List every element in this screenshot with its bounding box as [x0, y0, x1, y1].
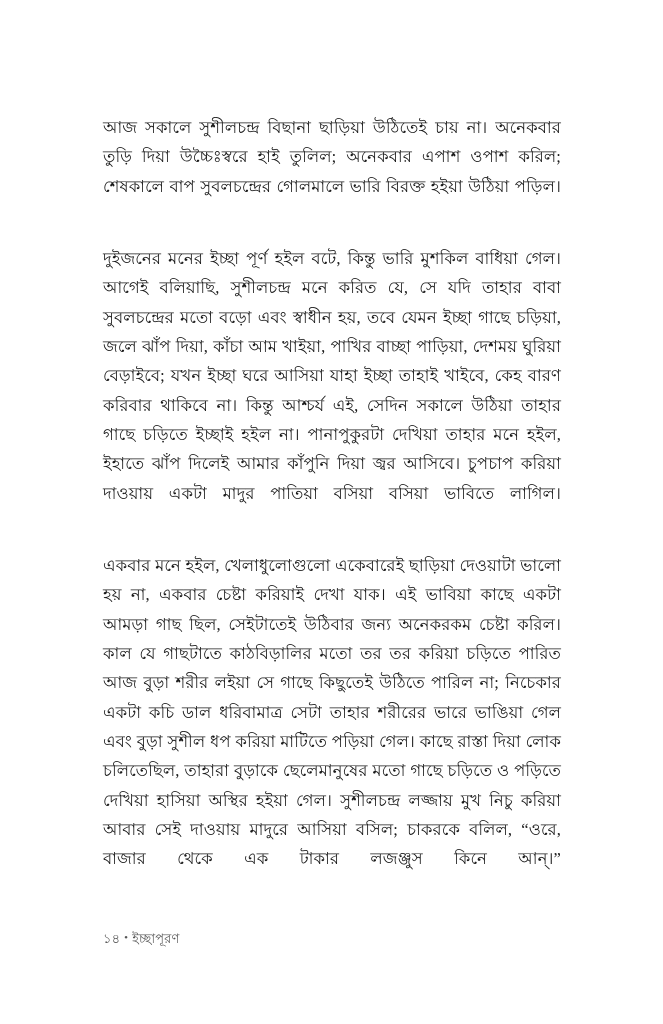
- page-footer: [103, 930, 179, 949]
- footer-story-title: ইচ্ছাপূরণ: [132, 931, 180, 946]
- body-text-column: [103, 113, 561, 903]
- paragraph-2: দুইজনের মনের ইচ্ছা পূর্ণ হইল বটে, কিন্তু ভারি মুশকিল বাধিয়া গেল। আগেই বলিয়াছি, সুশীলচন্দ্র মনে করিত যে, সে যদি তাহার বাবা সুবলচন্দ্রের মতো বড়ো এবং স্বাধীন হয়, তবে যেমন ইচ্ছা গাছে চড়িয়া, জলে ঝাঁপ দিয়া, কাঁচা আম খাইয়া, পাখির বাচ্ছা পাড়িয়া, দেশময় ঘুরিয়া বেড়াইবে; যখন ইচ্ছা ঘরে আসিয়া যাহা ইচ্ছা তাহাই খাইবে, কেহ বারণ করিবার থাকিবে না। কিন্তু আশ্চর্য এই, সেদিন সকালে উঠিয়া তাহার গাছে চড়িতে ইচ্ছাই হইল না। পানাপুকুরটা দেখিয়া তাহার মনে হইল, ইহাতে ঝাঁপ দিলেই আমার কাঁপুনি দিয়া জ্বর আসিবে। চুপচাপ করিয়া দাওয়ায় একটা মাদুর পাতিয়া বসিয়া বসিয়া ভাবিতে লাগিল।: [103, 249, 561, 503]
- paragraph-1: আজ সকালে সুশীলচন্দ্র বিছানা ছাড়িয়া উঠিতেই চায় না। অনেকবার তুড়ি দিয়া উচ্চৈঃস্বরে হাই তুলিল; অনেকবার এপাশ ওপাশ করিল; শেষকালে বাপ সুবলচন্দ্রের গোলমালে ভারি বিরক্ত হইয়া উঠিয়া পড়িল।: [103, 118, 561, 196]
- footer-page-number: ১৪: [103, 931, 121, 946]
- paragraph-3: একবার মনে হইল, খেলাধুলোগুলো একেবারেই ছাড়িয়া দেওয়াটা ভালো হয় না, একবার চেষ্টা করিয়াই দেখা যাক। এই ভাবিয়া কাছে একটা আমড়া গাছ ছিল, সেইটাতেই উঠিবার জন্য অনেকরকম চেষ্টা করিল। কাল যে গাছটাতে কাঠবিড়ালির মতো তর তর করিয়া চড়িতে পারিত আজ বুড়া শরীর লইয়া সে গাছে কিছুতেই উঠিতে পারিল না; নিচেকার একটা কচি ডাল ধরিবামাত্র সেটা তাহার শরীরের ভারে ভাঙিয়া গেল এবং বুড়া সুশীল ধপ করিয়া মাটিতে পড়িয়া গেল। কাছে রাস্তা দিয়া লোক চলিতেছিল, তাহারা বুড়াকে ছেলেমানুষের মতো গাছে চড়িতে ও পড়িতে দেখিয়া হাসিয়া অস্থির হইয়া গেল। সুশীলচন্দ্র লজ্জায় মুখ নিচু করিয়া আবার সেই দাওয়ায় মাদুরে আসিয়া বসিল; চাকরকে বলিল, “ওরে, বাজার থেকে এক টাকার লজঞ্জুস কিনে আন্।”: [103, 556, 561, 869]
- footer-separator-bullet: •: [124, 932, 129, 944]
